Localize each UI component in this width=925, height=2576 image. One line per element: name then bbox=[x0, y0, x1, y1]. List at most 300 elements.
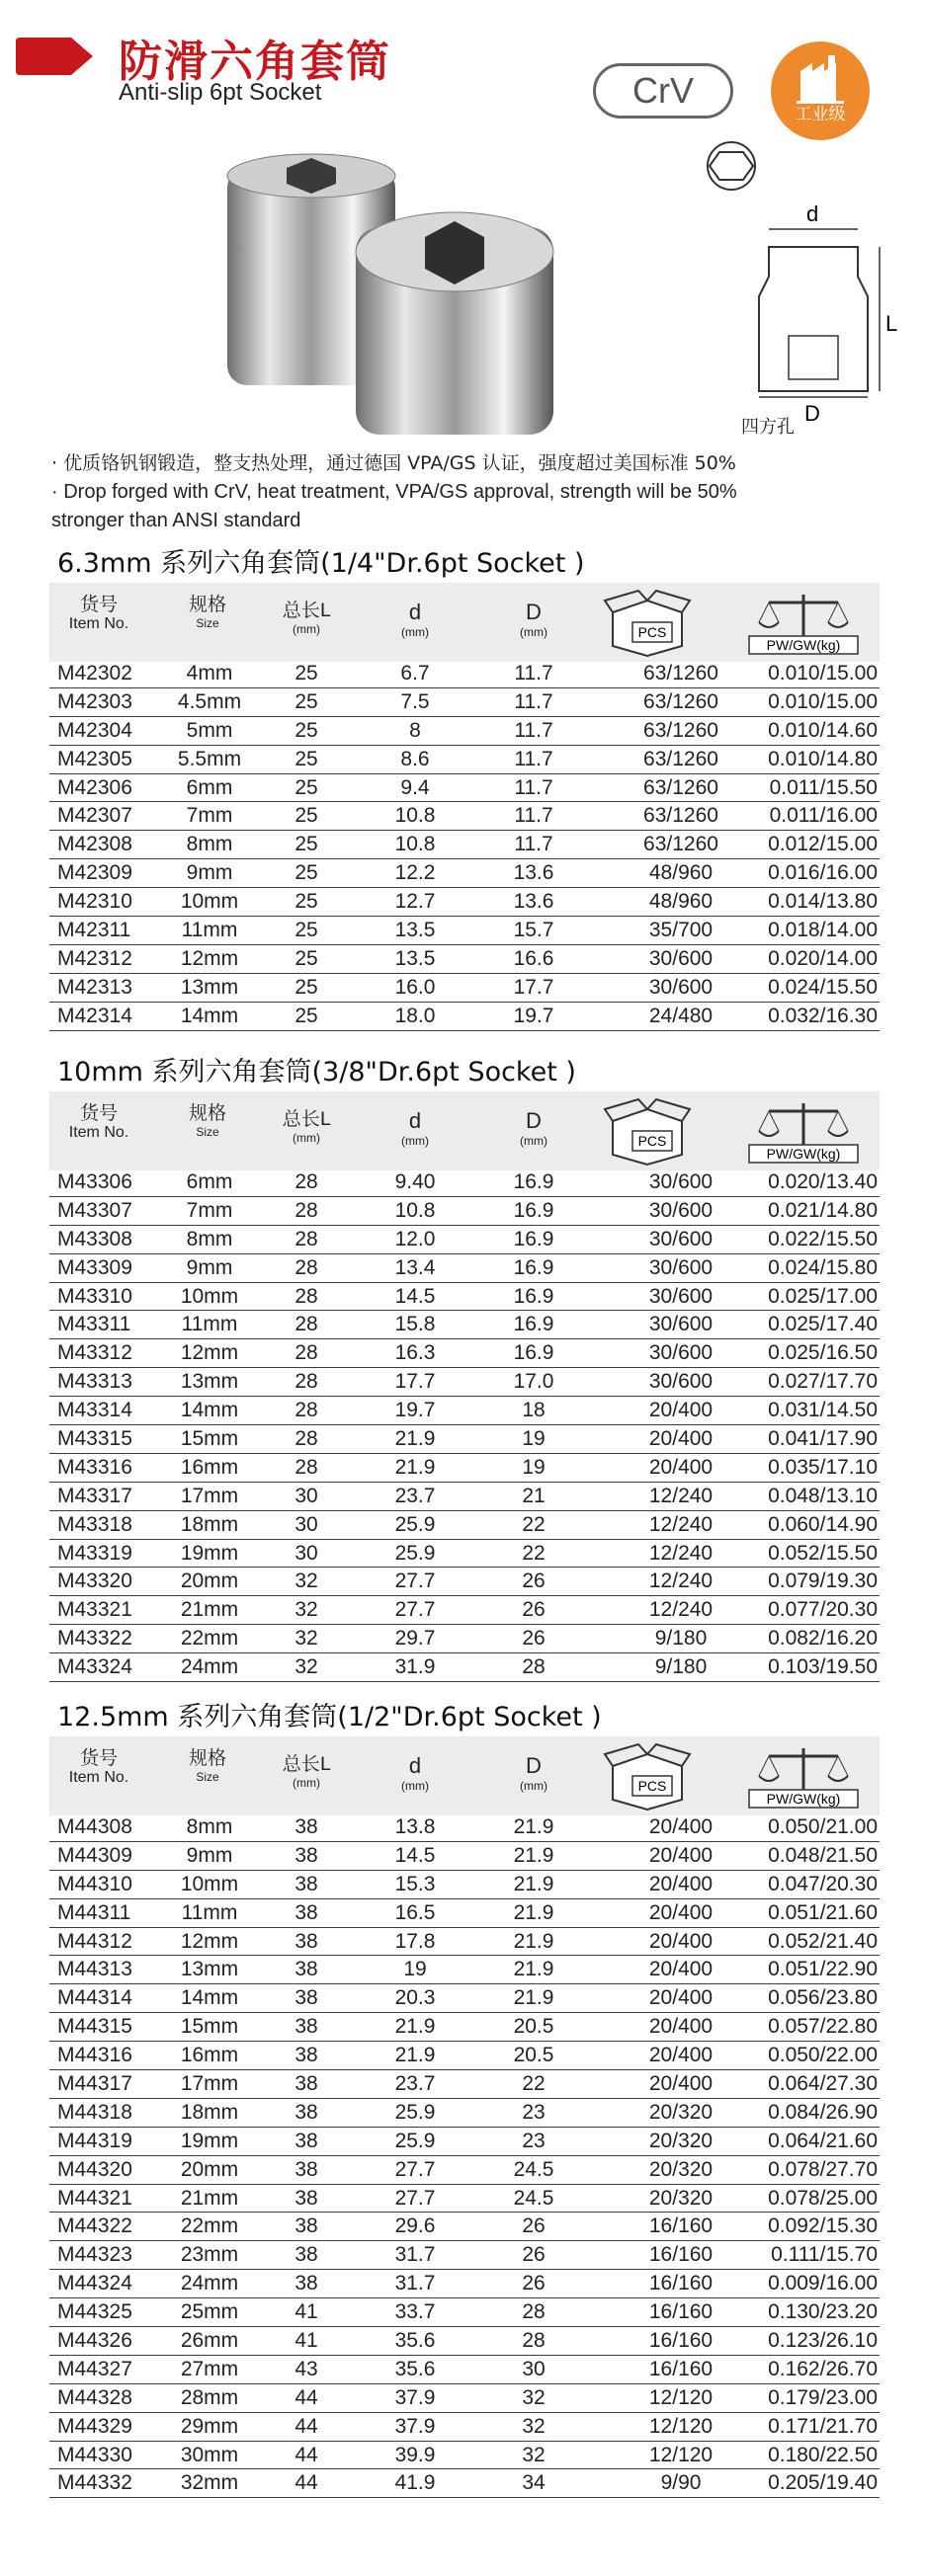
table-row bbox=[49, 1984, 880, 2013]
item-no: M44309 bbox=[57, 1843, 132, 1867]
pcs-value: 16/160 bbox=[648, 2272, 714, 2295]
pw-gw-value: 0.078/27.70 bbox=[768, 2157, 878, 2181]
pcs-value: 20/320 bbox=[648, 2157, 714, 2181]
table-row bbox=[49, 1653, 880, 1682]
table-body bbox=[49, 1168, 880, 1682]
pw-gw-value: 0.048/21.50 bbox=[768, 1843, 878, 1867]
length: 28 bbox=[294, 1341, 318, 1365]
D-value: 16.9 bbox=[513, 1198, 554, 1222]
length: 28 bbox=[294, 1370, 318, 1394]
size: 23mm bbox=[180, 2243, 239, 2267]
pw-gw-value: 0.020/13.40 bbox=[768, 1170, 878, 1193]
table-row bbox=[49, 1226, 880, 1254]
size: 16mm bbox=[180, 2044, 239, 2067]
d-value: 16.5 bbox=[394, 1900, 436, 1924]
d-value: 29.6 bbox=[394, 2214, 436, 2238]
d-value: 13.5 bbox=[394, 946, 436, 970]
item-no: M44332 bbox=[57, 2471, 132, 2495]
length: 38 bbox=[294, 1986, 318, 2010]
pcs-value: 12/120 bbox=[648, 2414, 714, 2438]
pcs-value: 20/400 bbox=[648, 1455, 714, 1479]
size: 22mm bbox=[180, 1627, 239, 1650]
size: 17mm bbox=[180, 1484, 239, 1507]
size: 11mm bbox=[181, 1313, 238, 1336]
scale-icon bbox=[729, 1097, 878, 1167]
size: 4mm bbox=[186, 662, 233, 684]
diagram-label-D: D bbox=[804, 401, 820, 426]
d-value: 25.9 bbox=[394, 1512, 436, 1536]
size: 13mm bbox=[180, 975, 239, 999]
item-no: M44315 bbox=[57, 2015, 132, 2039]
table-row bbox=[49, 1511, 880, 1540]
pw-gw-value: 0.010/15.00 bbox=[768, 662, 878, 684]
table-row bbox=[49, 1813, 880, 1842]
size: 21mm bbox=[180, 1598, 239, 1622]
table-row bbox=[49, 2270, 880, 2298]
length: 28 bbox=[294, 1284, 318, 1308]
D-value: 19.7 bbox=[513, 1004, 554, 1027]
pcs-value: 20/400 bbox=[648, 1843, 714, 1867]
D-value: 17.7 bbox=[513, 975, 554, 999]
size: 11mm bbox=[181, 919, 238, 942]
d-value: 25.9 bbox=[394, 1541, 436, 1565]
size: 5.5mm bbox=[177, 747, 242, 770]
pw-gw-value: 0.123/26.10 bbox=[768, 2329, 878, 2353]
D-value: 28 bbox=[522, 2329, 546, 2353]
item-no: M44324 bbox=[57, 2272, 132, 2295]
pcs-value: 20/400 bbox=[648, 1929, 714, 1953]
col-D bbox=[484, 1754, 583, 1793]
feature-en-line2: stronger than ANSI standard bbox=[51, 510, 301, 531]
pw-gw-value: 0.051/21.60 bbox=[768, 1900, 878, 1924]
table-row bbox=[49, 1871, 880, 1899]
item-no: M43317 bbox=[57, 1484, 132, 1507]
d-value: 31.9 bbox=[394, 1655, 436, 1679]
pcs-value: 20/400 bbox=[648, 1815, 714, 1838]
item-no: M44310 bbox=[57, 1872, 132, 1895]
d-value: 13.4 bbox=[394, 1255, 436, 1279]
d-value: 31.7 bbox=[394, 2243, 436, 2267]
col-D-text: D bbox=[526, 1108, 542, 1133]
D-value: 21.9 bbox=[513, 1929, 554, 1953]
d-value: 12.2 bbox=[394, 861, 436, 885]
col-item-text: 货号 bbox=[79, 1747, 118, 1769]
D-value: 21.9 bbox=[513, 1872, 554, 1895]
table-row bbox=[49, 2185, 880, 2214]
material-badge: CrV bbox=[593, 63, 733, 119]
size: 15mm bbox=[180, 2015, 239, 2039]
size: 8mm bbox=[186, 833, 233, 856]
item-no: M43316 bbox=[57, 1455, 132, 1479]
table-row bbox=[49, 1003, 880, 1031]
size: 16mm bbox=[180, 1455, 239, 1479]
size: 18mm bbox=[180, 2100, 239, 2124]
table-row bbox=[49, 1197, 880, 1226]
pcs-value: 20/320 bbox=[648, 2129, 714, 2152]
length: 28 bbox=[294, 1227, 318, 1250]
pcs-value: 12/240 bbox=[648, 1512, 714, 1536]
pw-gw-value: 0.010/14.60 bbox=[768, 718, 878, 742]
table-row bbox=[49, 2213, 880, 2241]
table-row bbox=[49, 2413, 880, 2442]
pcs-value: 20/400 bbox=[648, 1900, 714, 1924]
svg-text:PW/GW(kg): PW/GW(kg) bbox=[766, 1791, 841, 1807]
table-row bbox=[49, 1168, 880, 1197]
table-row bbox=[49, 1540, 880, 1569]
table-row bbox=[49, 688, 880, 717]
d-value: 20.3 bbox=[394, 1986, 436, 2010]
pw-gw-value: 0.027/17.70 bbox=[768, 1370, 878, 1394]
item-no: M44314 bbox=[57, 1986, 132, 2010]
col-d-text: d bbox=[408, 600, 422, 624]
pcs-value: 63/1260 bbox=[643, 747, 718, 770]
socket-photo bbox=[188, 148, 613, 444]
table-row bbox=[49, 774, 880, 803]
pcs-value: 16/160 bbox=[648, 2214, 714, 2238]
d-value: 31.7 bbox=[394, 2272, 436, 2295]
D-value: 16.9 bbox=[513, 1313, 554, 1336]
D-value: 21.9 bbox=[513, 1986, 554, 2010]
d-value: 10.8 bbox=[394, 1198, 436, 1222]
pw-gw-value: 0.032/16.30 bbox=[768, 1004, 878, 1027]
table-row bbox=[49, 2241, 880, 2270]
pcs-value: 30/600 bbox=[648, 946, 714, 970]
D-value: 16.9 bbox=[513, 1227, 554, 1250]
pw-gw-value: 0.031/14.50 bbox=[768, 1399, 878, 1422]
d-value: 14.5 bbox=[394, 1284, 436, 1308]
pw-gw-value: 0.048/13.10 bbox=[768, 1484, 878, 1507]
pcs-value: 63/1260 bbox=[643, 775, 718, 799]
length: 25 bbox=[294, 775, 318, 799]
D-value: 24.5 bbox=[513, 2157, 554, 2181]
size: 5mm bbox=[186, 718, 233, 742]
D-value: 21.9 bbox=[513, 1958, 554, 1981]
pw-gw-value: 0.050/21.00 bbox=[768, 1815, 878, 1838]
item-no: M43315 bbox=[57, 1427, 132, 1451]
col-length-text: (mm) bbox=[293, 1130, 320, 1145]
pw-gw-value: 0.025/17.00 bbox=[768, 1284, 878, 1308]
item-no: M44328 bbox=[57, 2385, 132, 2409]
title-en: Anti-slip 6pt Socket bbox=[119, 79, 322, 106]
d-value: 27.7 bbox=[394, 1598, 436, 1622]
size: 20mm bbox=[180, 2157, 239, 2181]
pw-gw-value: 0.084/26.90 bbox=[768, 2100, 878, 2124]
dimension-diagram bbox=[682, 138, 909, 435]
length: 30 bbox=[294, 1541, 318, 1565]
size: 8mm bbox=[186, 1227, 233, 1250]
d-value: 15.8 bbox=[394, 1313, 436, 1336]
col-d bbox=[376, 1754, 455, 1793]
d-value: 23.7 bbox=[394, 1484, 436, 1507]
d-value: 21.9 bbox=[394, 1427, 436, 1451]
svg-text:PW/GW(kg): PW/GW(kg) bbox=[766, 637, 841, 653]
pw-gw-value: 0.077/20.30 bbox=[768, 1598, 878, 1622]
size: 4.5mm bbox=[177, 689, 242, 713]
D-value: 11.7 bbox=[514, 718, 553, 742]
pcs-value: 9/180 bbox=[654, 1627, 708, 1650]
pw-gw-value: 0.179/23.00 bbox=[768, 2385, 878, 2409]
pcs-value: 20/400 bbox=[648, 1399, 714, 1422]
pw-gw-value: 0.024/15.50 bbox=[768, 975, 878, 999]
size: 17mm bbox=[180, 2072, 239, 2096]
item-no: M43308 bbox=[57, 1227, 132, 1250]
table-row bbox=[49, 1339, 880, 1368]
length: 25 bbox=[294, 975, 318, 999]
col-item bbox=[49, 1748, 148, 1786]
item-no: M44308 bbox=[57, 1815, 132, 1838]
length: 38 bbox=[294, 1843, 318, 1867]
D-value: 34 bbox=[522, 2471, 546, 2495]
pcs-value: 30/600 bbox=[648, 1313, 714, 1336]
col-spec-text: 规格 bbox=[188, 1102, 226, 1124]
item-no: M42314 bbox=[57, 1004, 132, 1027]
item-no: M43307 bbox=[57, 1198, 132, 1222]
table-row bbox=[49, 1956, 880, 1984]
pw-gw-value: 0.014/13.80 bbox=[768, 890, 878, 914]
length: 38 bbox=[294, 2186, 318, 2210]
item-no: M44329 bbox=[57, 2414, 132, 2438]
D-value: 16.9 bbox=[513, 1341, 554, 1365]
D-value: 13.6 bbox=[513, 861, 554, 885]
feature-list bbox=[51, 449, 901, 535]
feature-en-line1: · Drop forged with CrV, heat treatment, VPA/GS approval, strength will be 50% bbox=[51, 481, 737, 503]
pw-gw-value: 0.092/15.30 bbox=[768, 2214, 878, 2238]
size: 13mm bbox=[180, 1958, 239, 1981]
section-title: 6.3mm 系列六角套筒(1/4"Dr.6pt Socket ) bbox=[57, 548, 585, 579]
D-value: 30 bbox=[522, 2357, 546, 2380]
svg-text:PCS: PCS bbox=[637, 1133, 667, 1149]
table-body bbox=[49, 660, 880, 1031]
length: 25 bbox=[294, 833, 318, 856]
table-row bbox=[49, 1596, 880, 1625]
d-value: 13.5 bbox=[394, 919, 436, 942]
length: 30 bbox=[294, 1484, 318, 1507]
pw-gw-value: 0.103/19.50 bbox=[768, 1655, 878, 1679]
length: 38 bbox=[294, 2272, 318, 2295]
pcs-value: 20/400 bbox=[648, 1986, 714, 2010]
item-no: M42303 bbox=[57, 689, 132, 713]
D-value: 26 bbox=[522, 1598, 546, 1622]
D-value: 26 bbox=[522, 1627, 546, 1650]
pcs-value: 12/120 bbox=[648, 2443, 714, 2466]
pw-gw-value: 0.009/16.00 bbox=[768, 2272, 878, 2295]
length: 32 bbox=[294, 1655, 318, 1679]
col-length bbox=[267, 601, 346, 636]
length: 38 bbox=[294, 1872, 318, 1895]
pw-gw-value: 0.018/14.00 bbox=[768, 919, 878, 942]
d-value: 19.7 bbox=[394, 1399, 436, 1422]
item-no: M44312 bbox=[57, 1929, 132, 1953]
length: 38 bbox=[294, 2157, 318, 2181]
col-length-text: 总长L bbox=[282, 1753, 331, 1775]
item-no: M43312 bbox=[57, 1341, 132, 1365]
length: 44 bbox=[294, 2385, 318, 2409]
pcs-value: 16/160 bbox=[648, 2357, 714, 2380]
pcs-value: 20/400 bbox=[648, 2044, 714, 2067]
d-value: 37.9 bbox=[394, 2414, 436, 2438]
d-value: 17.7 bbox=[394, 1370, 436, 1394]
size: 8mm bbox=[186, 1815, 233, 1838]
length: 25 bbox=[294, 919, 318, 942]
pw-gw-value: 0.078/25.00 bbox=[768, 2186, 878, 2210]
pcs-value: 12/240 bbox=[648, 1598, 714, 1622]
length: 41 bbox=[294, 2329, 318, 2353]
item-no: M43320 bbox=[57, 1570, 132, 1593]
svg-text:PCS: PCS bbox=[637, 624, 667, 640]
item-no: M43318 bbox=[57, 1512, 132, 1536]
length: 28 bbox=[294, 1427, 318, 1451]
col-d-text: (mm) bbox=[401, 1779, 429, 1794]
size: 6mm bbox=[186, 1170, 233, 1193]
length: 38 bbox=[294, 2072, 318, 2096]
size: 6mm bbox=[186, 775, 233, 799]
length: 32 bbox=[294, 1570, 318, 1593]
item-no: M42306 bbox=[57, 775, 132, 799]
D-value: 16.9 bbox=[513, 1284, 554, 1308]
grade-label: 工业级 bbox=[795, 105, 846, 124]
length: 38 bbox=[294, 2243, 318, 2267]
length: 30 bbox=[294, 1512, 318, 1536]
item-no: M43311 bbox=[57, 1313, 131, 1336]
D-value: 11.7 bbox=[514, 833, 553, 856]
D-value: 23 bbox=[522, 2129, 546, 2152]
length: 25 bbox=[294, 804, 318, 828]
table-row bbox=[49, 1483, 880, 1511]
length: 25 bbox=[294, 1004, 318, 1027]
table-row bbox=[49, 2298, 880, 2327]
pw-gw-value: 0.051/22.90 bbox=[768, 1958, 878, 1981]
size: 26mm bbox=[180, 2329, 239, 2353]
size: 13mm bbox=[180, 1370, 239, 1394]
pcs-value: 63/1260 bbox=[643, 833, 718, 856]
size: 14mm bbox=[180, 1004, 239, 1027]
length: 28 bbox=[294, 1198, 318, 1222]
item-no: M43319 bbox=[57, 1541, 132, 1565]
d-value: 10.8 bbox=[394, 804, 436, 828]
table-row bbox=[49, 2128, 880, 2156]
size: 32mm bbox=[180, 2471, 239, 2495]
scale-icon bbox=[729, 589, 878, 658]
carton-icon bbox=[603, 1742, 692, 1811]
col-spec-text: Size bbox=[196, 1769, 219, 1784]
length: 28 bbox=[294, 1399, 318, 1422]
table-row bbox=[49, 2013, 880, 2042]
pcs-value: 63/1260 bbox=[643, 689, 718, 713]
col-D-text: D bbox=[526, 1753, 542, 1778]
d-value: 7.5 bbox=[400, 689, 430, 713]
col-d-text: (mm) bbox=[401, 1134, 429, 1149]
d-value: 13.8 bbox=[394, 1815, 436, 1838]
length: 32 bbox=[294, 1627, 318, 1650]
size: 22mm bbox=[180, 2214, 239, 2238]
pcs-value: 16/160 bbox=[648, 2300, 714, 2324]
pw-gw-value: 0.050/22.00 bbox=[768, 2044, 878, 2067]
D-value: 21.9 bbox=[513, 1843, 554, 1867]
table-row bbox=[49, 1842, 880, 1871]
D-value: 16.6 bbox=[513, 946, 554, 970]
pcs-value: 63/1260 bbox=[643, 662, 718, 684]
length: 38 bbox=[294, 2044, 318, 2067]
col-spec-text: Size bbox=[196, 1124, 219, 1139]
item-no: M44319 bbox=[57, 2129, 132, 2152]
col-item-text: 货号 bbox=[79, 594, 118, 615]
item-no: M43309 bbox=[57, 1255, 132, 1279]
d-value: 17.8 bbox=[394, 1929, 436, 1953]
d-value: 33.7 bbox=[394, 2300, 436, 2324]
pw-gw-value: 0.064/21.60 bbox=[768, 2129, 878, 2152]
length: 38 bbox=[294, 2015, 318, 2039]
item-no: M42307 bbox=[57, 804, 132, 828]
d-value: 16.0 bbox=[394, 975, 436, 999]
size: 15mm bbox=[180, 1427, 239, 1451]
col-d-text: d bbox=[408, 1753, 422, 1778]
table-row bbox=[49, 1283, 880, 1312]
D-value: 13.6 bbox=[513, 890, 554, 914]
length: 38 bbox=[294, 2129, 318, 2152]
col-spec bbox=[158, 595, 257, 630]
table-row bbox=[49, 1254, 880, 1283]
item-no: M43314 bbox=[57, 1399, 132, 1422]
length: 38 bbox=[294, 1958, 318, 1981]
table-row bbox=[49, 2442, 880, 2470]
D-value: 19 bbox=[522, 1455, 546, 1479]
d-value: 12.7 bbox=[394, 890, 436, 914]
col-length bbox=[267, 1109, 346, 1145]
item-no: M42310 bbox=[57, 890, 132, 914]
table-row bbox=[49, 859, 880, 888]
col-item bbox=[49, 1103, 148, 1141]
item-no: M43324 bbox=[57, 1655, 132, 1679]
pw-gw-value: 0.010/15.00 bbox=[768, 689, 878, 713]
D-value: 11.7 bbox=[514, 747, 553, 770]
table-header bbox=[49, 1736, 880, 1815]
D-value: 21 bbox=[522, 1484, 546, 1507]
d-value: 8 bbox=[409, 718, 421, 742]
item-no: M44318 bbox=[57, 2100, 132, 2124]
item-no: M44316 bbox=[57, 2044, 132, 2067]
size: 7mm bbox=[186, 1198, 233, 1222]
D-value: 21.9 bbox=[513, 1900, 554, 1924]
D-value: 11.7 bbox=[514, 689, 553, 713]
feature-cn: · 优质铬钒钢锻造，整支热处理，通过德国 VPA/GS 认证，强度超过美国标准 50% bbox=[51, 452, 736, 474]
table-row bbox=[49, 888, 880, 917]
pcs-value: 20/320 bbox=[648, 2186, 714, 2210]
pcs-value: 30/600 bbox=[648, 1198, 714, 1222]
table-row bbox=[49, 2099, 880, 2128]
table-row bbox=[49, 2042, 880, 2070]
d-value: 37.9 bbox=[394, 2385, 436, 2409]
svg-text:PW/GW(kg): PW/GW(kg) bbox=[766, 1146, 841, 1162]
pw-gw-value: 0.111/15.70 bbox=[771, 2243, 878, 2267]
d-value: 10.8 bbox=[394, 833, 436, 856]
size: 12mm bbox=[180, 1341, 239, 1365]
d-value: 6.7 bbox=[400, 662, 430, 684]
D-value: 11.7 bbox=[514, 804, 553, 828]
length: 25 bbox=[294, 718, 318, 742]
size: 10mm bbox=[180, 890, 239, 914]
D-value: 28 bbox=[522, 1655, 546, 1679]
D-value: 20.5 bbox=[513, 2015, 554, 2039]
length: 28 bbox=[294, 1455, 318, 1479]
col-spec-text: 规格 bbox=[188, 1747, 226, 1769]
section-title: 10mm 系列六角套筒(3/8"Dr.6pt Socket ) bbox=[57, 1057, 576, 1087]
d-value: 21.9 bbox=[394, 2015, 436, 2039]
item-no: M42309 bbox=[57, 861, 132, 885]
table-row bbox=[49, 1454, 880, 1483]
pcs-value: 9/90 bbox=[660, 2471, 702, 2495]
carton-icon bbox=[603, 1097, 692, 1167]
length: 28 bbox=[294, 1255, 318, 1279]
